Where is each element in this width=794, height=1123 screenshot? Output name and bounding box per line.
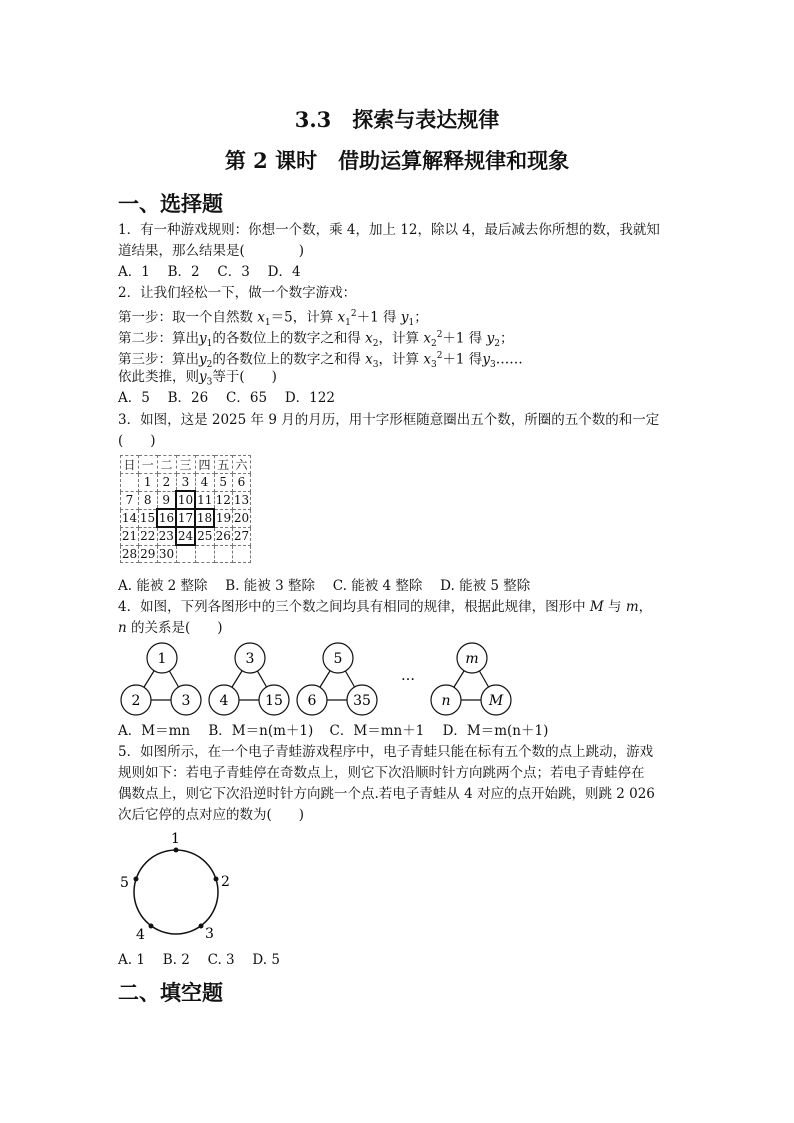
- calendar-day: 23: [157, 527, 176, 545]
- calendar-day: 27: [233, 529, 250, 543]
- point-3-dot: [199, 924, 204, 929]
- q2-step3: 第三步：算出$y_2$的各数位上的数字之和得 $x_3$，计算 $x_3^2+1$ 得$y_3\dots\dots$: [118, 351, 523, 371]
- q5-line2: 规则如下：若电子青蛙停在奇数点上，则它下次沿顺时针方向跳两个点；若电子青蛙停在: [118, 765, 645, 781]
- calendar-figure: [120, 455, 251, 563]
- calendar-day: 28: [121, 546, 138, 561]
- triangle-value-right: 35: [353, 693, 371, 709]
- calendar-day: 9: [157, 491, 176, 509]
- jump-circle: [134, 850, 218, 934]
- calendar-row: [121, 509, 251, 527]
- q2-line1: 2．让我们轻松一下，做一个数字游戏：: [118, 285, 357, 301]
- triangle-value-right: 15: [265, 693, 283, 709]
- calendar-weekday: 六: [233, 456, 251, 474]
- triangle-value-left: 4: [219, 693, 229, 709]
- q5-line3: 偶数点上，则它下次沿逆时针方向跳一个点.若电子青蛙从 4 对应的点开始跳，则跳 2 026: [118, 786, 655, 802]
- point-5-label: 5: [120, 875, 129, 891]
- calendar-day: [195, 545, 214, 563]
- q5-line4: 次后它停的点对应的数为( ): [118, 807, 305, 823]
- q1-options: A．1 B．2 C．3 D．4: [118, 264, 301, 280]
- circle-figure: [110, 826, 240, 946]
- triangle-value-top: 3: [245, 651, 255, 667]
- triangle-value-left: 2: [131, 693, 141, 709]
- calendar-day: 22: [140, 529, 156, 543]
- triangles-figure: [110, 640, 550, 720]
- calendar-day: 3: [176, 474, 195, 492]
- q3-options: A. 能被 2 整除 B. 能被 3 整除 C. 能被 4 整除 D. 能被 5 整除: [118, 578, 531, 594]
- q2-step2: 第二步：算出$y_1$的各数位上的数字之和得 $x_2$，计算 $x_2^2+1$ 得 $y_2$；: [118, 330, 514, 350]
- point-1-label: 1: [171, 831, 180, 847]
- calendar-day: 17: [177, 511, 194, 525]
- calendar-day: [214, 545, 233, 563]
- calendar-day: 11: [195, 491, 214, 509]
- calendar-day: 4: [195, 474, 214, 492]
- q1-line2: 道结果，那么结果是( ): [118, 243, 305, 259]
- calendar-weekday: 五: [214, 456, 233, 474]
- calendar-day: 12: [215, 493, 231, 507]
- page-subtitle: 第 2 课时 借助运算解释规律和现象: [224, 148, 570, 173]
- q4-option-a: A．M＝mn: [118, 723, 191, 739]
- q3-line2: ( ): [118, 433, 156, 449]
- calendar-day: 25: [195, 527, 214, 545]
- triangle-value-right: 3: [181, 693, 191, 709]
- calendar-day: [233, 545, 251, 563]
- calendar-day: 2: [157, 474, 176, 492]
- calendar-day: 6: [233, 474, 251, 492]
- q4-options: [118, 721, 548, 742]
- calendar-day: 30: [158, 546, 175, 561]
- page-title: 3.3 探索与表达规律: [294, 107, 500, 132]
- calendar-row: [121, 527, 251, 545]
- point-4-dot: [149, 924, 154, 929]
- calendar-day: 7: [121, 491, 139, 509]
- calendar-day: [121, 474, 139, 492]
- calendar-weekday: 二: [157, 456, 176, 474]
- point-4-label: 4: [136, 927, 145, 943]
- calendar-row: [121, 491, 251, 509]
- calendar-day: 21: [121, 529, 138, 543]
- calendar-weekday: 三: [176, 456, 195, 474]
- q5-line1: 5．如图所示，在一个电子青蛙游戏程序中，电子青蛙只能在标有五个数的点上跳动，游戏: [118, 744, 654, 760]
- calendar-day: [176, 545, 195, 563]
- q5-options: A. 1 B. 2 C. 3 D. 5: [118, 952, 280, 968]
- calendar-day: 10: [177, 493, 194, 507]
- calendar-weekday: 一: [139, 456, 158, 474]
- calendar-row: [121, 474, 251, 492]
- calendar-day: 1: [139, 474, 158, 492]
- triangle-value-top: m: [465, 651, 479, 667]
- triangles-ellipsis: …: [401, 668, 415, 684]
- point-5-dot: [134, 877, 139, 882]
- q2-options: A．5 B．26 C．65 D．122: [118, 390, 335, 406]
- calendar-day: 14: [121, 511, 138, 525]
- q4-option-b: B．M＝n(m＋1): [208, 723, 314, 739]
- calendar-day: 8: [139, 491, 158, 509]
- calendar-day: 26: [215, 529, 231, 543]
- calendar-weekday: 四: [195, 456, 214, 474]
- triangle-value-right: M: [488, 693, 504, 709]
- calendar-day: 16: [158, 511, 175, 525]
- calendar-day: 18: [196, 511, 213, 525]
- triangle-value-top: 1: [157, 651, 167, 667]
- calendar-day: 20: [233, 511, 250, 525]
- q3-line1: 3．如图，这是 2025 年 9 月的月历，用十字形框随意圈出五个数，所圈的五个数的和一定: [118, 412, 660, 428]
- q4-line2: n 的关系是( ): [118, 620, 223, 636]
- calendar-day: 5: [214, 474, 233, 492]
- q4-option-d: D．M＝m(n＋1): [442, 723, 549, 739]
- calendar-day: 13: [233, 493, 250, 507]
- point-1-dot: [174, 848, 179, 853]
- calendar-weekday: 日: [121, 456, 139, 474]
- triangle-value-left: 6: [307, 693, 317, 709]
- calendar-day: 19: [215, 511, 232, 525]
- calendar-row: [121, 545, 251, 563]
- q2-line5: 依此类推，则$y_3$等于( ): [118, 369, 277, 388]
- q4-line1: 4．如图，下列各图形中的三个数之间均具有相同的规律，根据此规律，图形中 M 与 m，: [118, 599, 653, 615]
- point-2-dot: [214, 877, 219, 882]
- point-3-label: 3: [205, 926, 214, 942]
- calendar-day: 24: [177, 529, 194, 543]
- calendar-day: 29: [140, 546, 156, 561]
- q2-step1: 第一步：取一个自然数 $x_1=5$，计算 $x_1^2+1$ 得 $y_1$；: [118, 309, 428, 329]
- q4-option-c: C．M＝mn＋1: [329, 723, 425, 739]
- q1-line1: 1．有一种游戏规则：你想一个数，乘 4，加上 12，除以 4，最后减去你所想的数，我就知: [118, 222, 660, 238]
- calendar-row: [121, 456, 251, 474]
- calendar-day: 15: [139, 511, 156, 525]
- triangle-value-top: 5: [333, 651, 343, 667]
- section-heading-choice: 一、选择题: [118, 192, 223, 216]
- point-2-label: 2: [221, 874, 230, 890]
- section-heading-fill: 二、填空题: [118, 981, 223, 1005]
- triangle-value-left: n: [441, 693, 451, 709]
- calendar-table: [120, 455, 251, 563]
